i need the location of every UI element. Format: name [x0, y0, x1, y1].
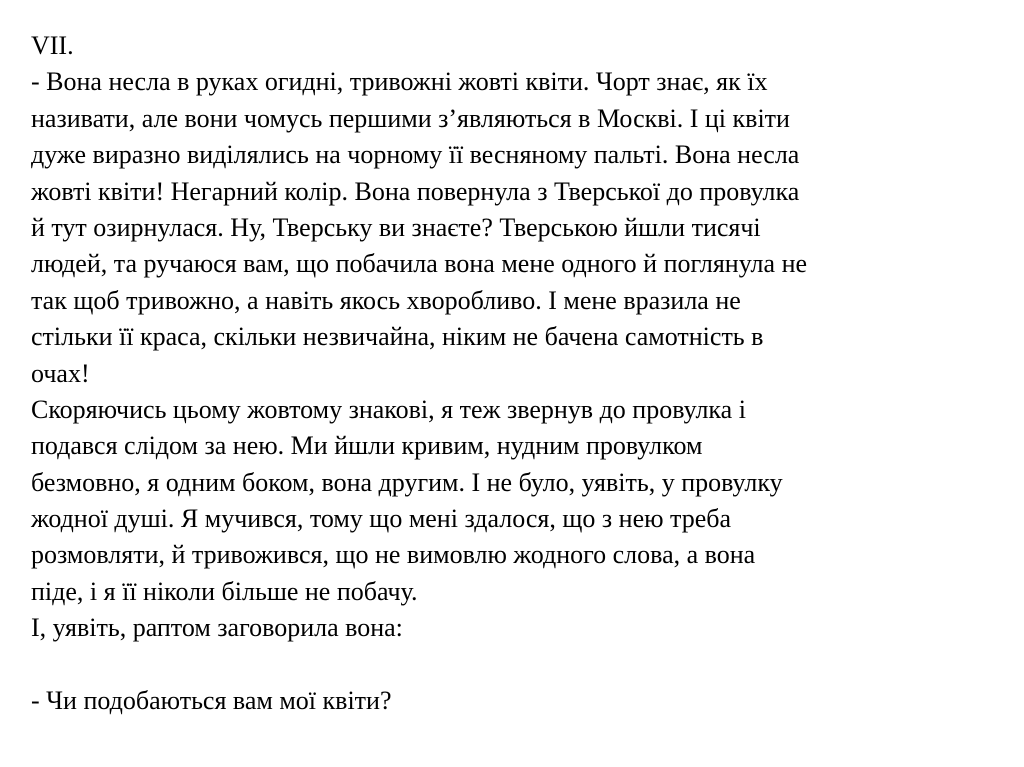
text-line: подався слідом за нею. Ми йшли кривим, нудним провулком: [31, 431, 703, 461]
text-line: й тут озирнулася. Ну, Тверську ви знаєте? Тверською йшли тисячі: [31, 212, 761, 242]
text-line: жодної душі. Я мучився, тому що мені здалося, що з нею треба: [31, 504, 732, 534]
text-line: людей, та ручаюся вам, що побачила вона мене одного й поглянула не: [31, 249, 808, 279]
blank-line: [31, 647, 1011, 683]
text-line: Скоряючись цьому жовтому знакові, я теж звернув до провулка і: [31, 394, 746, 424]
text-line: дуже виразно виділялись на чорному її весняному пальті. Вона несла: [31, 140, 800, 170]
text-line: піде, і я її ніколи більше не побачу.: [31, 576, 418, 606]
text-block: [31, 28, 1011, 719]
text-line: стільки її краса, скільки незвичайна, ніким не бачена самотність в: [31, 322, 764, 352]
text-line: жовті квіти! Негарний колір. Вона повернула з Тверської до провулка: [31, 176, 800, 206]
text-line: - Чи подобаються вам мої квіти?: [31, 686, 392, 716]
text-line: так щоб тривожно, а навіть якось хворобливо. І мене вразила не: [31, 285, 741, 315]
text-line: розмовляти, й тривожився, що не вимовлю жодного слова, а вона: [31, 540, 756, 570]
chapter-heading: VII.: [31, 31, 74, 60]
text-line: - Вона несла в руках огидні, тривожні жовті квіти. Чорт знає, як їх: [31, 67, 768, 97]
text-line: очах!: [31, 358, 90, 388]
text-line: називати, але вони чомусь першими з’являються в Москві. І ці квіти: [31, 103, 790, 133]
text-line: І, уявіть, раптом заговорила вона:: [31, 613, 403, 643]
text-line: безмовно, я одним боком, вона другим. І не було, уявіть, у провулку: [31, 467, 783, 497]
